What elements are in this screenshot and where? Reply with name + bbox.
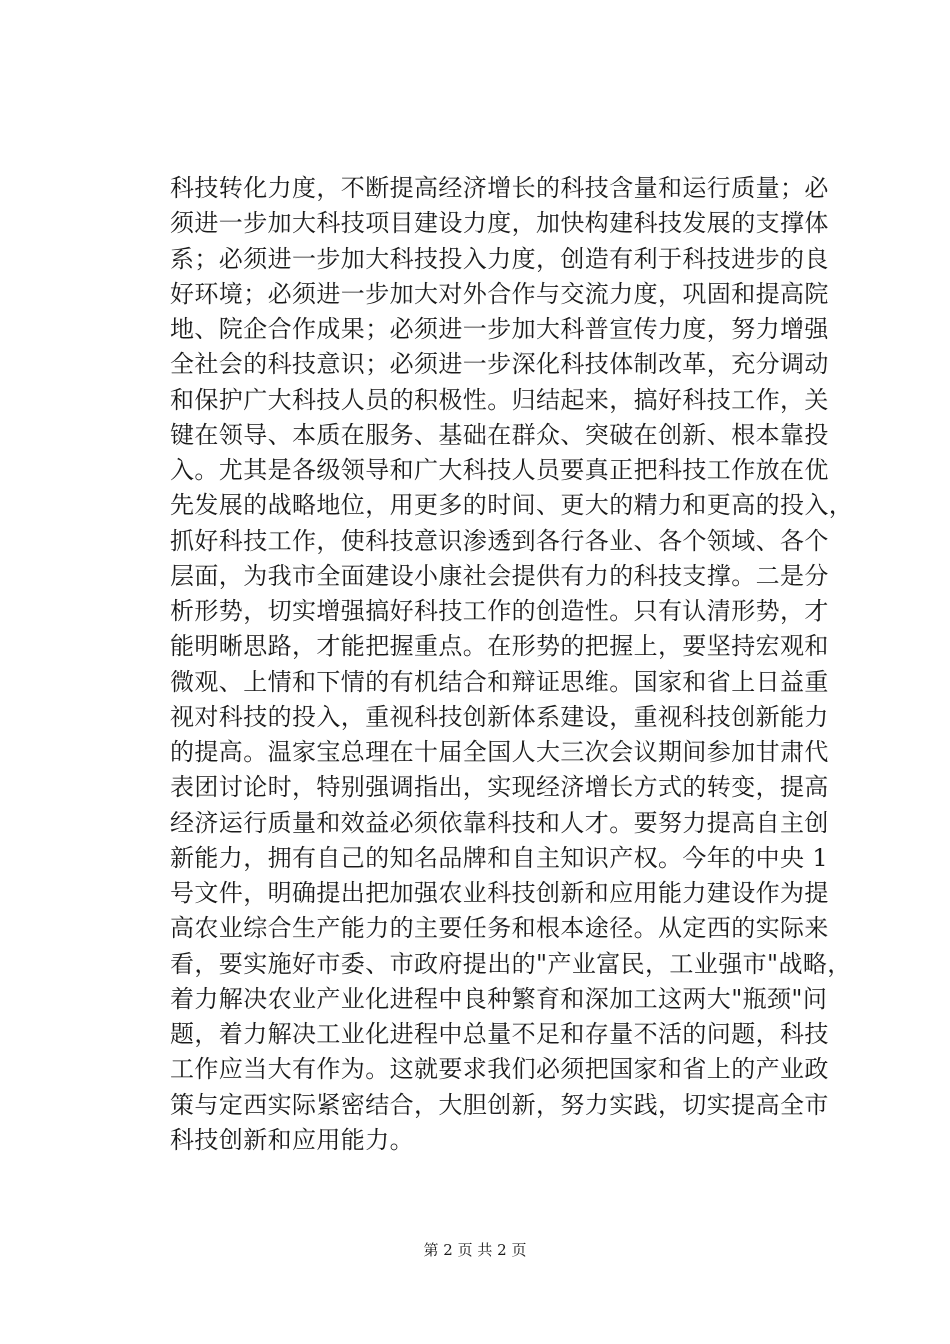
paragraph-line: 微观、上情和下情的有机结合和辩证思维。国家和省上日益重 — [170, 667, 829, 696]
paragraph-line: 科技创新和应用能力。 — [170, 1125, 414, 1154]
paragraph-line: 的提高。温家宝总理在十届全国人大三次会议期间参加甘肃代 — [170, 738, 829, 766]
paragraph-line: 入。尤其是各级领导和广大科技人员要真正把科技工作放在优 — [170, 456, 829, 484]
page-footer: 第 2 页 共 2 页 — [423, 1241, 527, 1259]
paragraph-line: 能明晰思路，才能把握重点。在形势的把握上，要坚持宏观和 — [170, 632, 829, 661]
paragraph-line: 号文件，明确提出把加强农业科技创新和应用能力建设作为提 — [170, 879, 829, 907]
paragraph-line: 经济运行质量和效益必须依靠科技和人才。要努力提高自主创 — [170, 808, 829, 837]
paragraph-line: 全社会的科技意识；必须进一步深化科技体制改革，充分调动 — [170, 350, 829, 379]
paragraph-line: 系；必须进一步加大科技投入力度，创造有利于科技进步的良 — [170, 244, 829, 273]
paragraph-line: 视对科技的投入，重视科技创新体系建设，重视科技创新能力 — [170, 702, 829, 731]
paragraph-line: 好环境；必须进一步加大对外合作与交流力度，巩固和提高院 — [170, 279, 829, 308]
paragraph-line: 科技转化力度，不断提高经济增长的科技含量和运行质量；必 — [170, 174, 829, 202]
paragraph-line: 先发展的战略地位，用更多的时间、更大的精力和更高的投入， — [170, 491, 854, 520]
paragraph-line: 和保护广大科技人员的积极性。归结起来，搞好科技工作，关 — [170, 385, 829, 414]
paragraph-line: 须进一步加大科技项目建设力度，加快构建科技发展的支撑体 — [170, 209, 829, 238]
paragraph-line: 工作应当大有作为。这就要求我们必须把国家和省上的产业政 — [170, 1055, 829, 1084]
paragraph-line: 新能力，拥有自己的知名品牌和自主知识产权。今年的中央 1 — [170, 843, 829, 872]
document-body — [170, 171, 854, 1158]
paragraph-line: 表团讨论时，特别强调指出，实现经济增长方式的转变，提高 — [170, 773, 829, 802]
paragraph-line: 地、院企合作成果；必须进一步加大科普宣传力度，努力增强 — [170, 315, 829, 343]
paragraph-line: 着力解决农业产业化进程中良种繁育和深加工这两大"瓶颈"问 — [170, 984, 828, 1013]
paragraph-line: 策与定西实际紧密结合，大胆创新，努力实践，切实提高全市 — [170, 1090, 829, 1119]
paragraph-line: 析形势，切实增强搞好科技工作的创造性。只有认清形势，才 — [170, 597, 829, 625]
paragraph-line: 看，要实施好市委、市政府提出的"产业富民，工业强市"战略， — [170, 949, 852, 978]
paragraph-line: 抓好科技工作，使科技意识渗透到各行各业、各个领域、各个 — [170, 526, 829, 555]
paragraph-line: 题，着力解决工业化进程中总量不足和存量不活的问题，科技 — [170, 1020, 829, 1048]
paragraph-line: 层面，为我市全面建设小康社会提供有力的科技支撑。二是分 — [170, 561, 829, 590]
paragraph-line: 高农业综合生产能力的主要任务和根本途径。从定西的实际来 — [170, 914, 829, 943]
paragraph-line: 键在领导、本质在服务、基础在群众、突破在创新、根本靠投 — [170, 420, 829, 449]
